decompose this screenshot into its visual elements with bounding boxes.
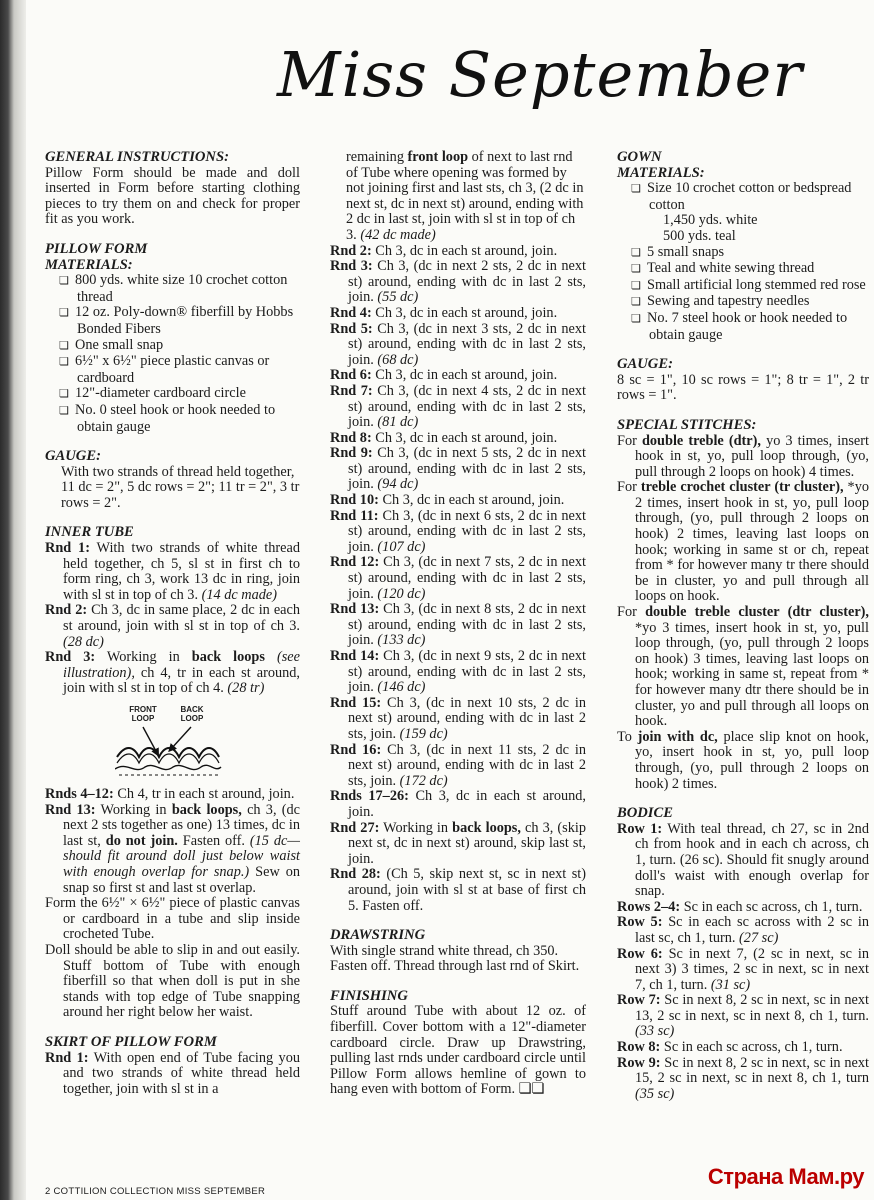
- bodice-row: [617, 993, 869, 1040]
- row-label: Rnd 16:: [330, 741, 382, 758]
- bodice-row: [617, 900, 869, 916]
- site-watermark: Страна Мам.ру: [707, 1164, 864, 1189]
- skirt-round: [330, 555, 586, 602]
- row-label: Rnd 11:: [330, 507, 379, 524]
- material-sub-white: 1,450 yds. white: [663, 212, 758, 229]
- row-count: (55 dc): [377, 289, 419, 306]
- finishing-text: Stuff around Tube with about 12 oz. of fiberfill. Cover bottom with a 12"-diameter cardboard circle. Draw up Drawstring, pulling last rnds under cardboard circle until Pillow Form allows hemline of gown to hang even with bottom of Form. ❏❏: [330, 1003, 586, 1098]
- row-count: (33 sc): [635, 1023, 675, 1040]
- inner-rnd-13: Rnd 13: Working in back loops, ch 3, (dc next 2 sts together as one) 13 times, dc in last st, do not join. Fasten off. (15 dc—should fit around doll just below waist with enough overlap for snap.) Sew on snap so first st and last st overlap.: [45, 801, 301, 896]
- skirt-heading: SKIRT OF PILLOW FORM: [45, 1033, 217, 1050]
- row-text: Ch 3, (dc in next 4 sts, 2 dc in next st) around, ending with dc in last 2 sts, join.: [348, 382, 587, 431]
- skirt-round: [330, 368, 586, 384]
- row-count: (159 dc): [399, 725, 448, 742]
- page-title: Miss September: [277, 38, 803, 111]
- stitch-dtr: For double treble (dtr), yo 3 times, insert hook in st, yo, pull loop through, (yo, pull through 2 loops on hook) 4 times.: [617, 432, 869, 480]
- skirt-rounds-list: [330, 244, 586, 821]
- row-text: Sc in next 7, (2 sc in next, sc in next 3) 3 times, 2 sc in next, sc in next 7, ch 1, turn.: [635, 945, 869, 993]
- row-label: Rnd 8:: [330, 429, 372, 446]
- row-label: Rnd 2:: [330, 242, 372, 259]
- row-text: Sc in next 8, 2 sc in next, sc in next 13, 2 sc in next, sc in next 8, ch 1, turn.: [635, 992, 869, 1024]
- material-item: ❏ 800 yds. white size 10 crochet cotton thread: [45, 273, 300, 305]
- row-text: Ch 3, (dc in next 11 sts, 2 dc in next st) around, ending with dc in last 2 sts, join.: [348, 741, 586, 789]
- row-text: Ch 3, (dc in next 9 sts, 2 dc in next st) around, ending with dc in last 2 sts, join.: [348, 648, 587, 696]
- gown-heading: GOWN: [617, 149, 662, 165]
- skirt-round: [330, 446, 586, 493]
- row-text: Ch 3, (dc in next 6 sts, 2 dc in next st) around, ending with dc in last 2 sts, join.: [348, 507, 587, 555]
- bodice-rows-list: [617, 822, 869, 1103]
- inner-tube-heading: INNER TUBE: [45, 524, 134, 541]
- row-label: Rnd 4:: [330, 304, 372, 321]
- gauge-heading: GAUGE:: [45, 448, 101, 465]
- rnd-text: With two strands of white thread held together, ch 5, sl st in first ch to form ring, ch 3, work 13 dc in ring, join with sl st in top of ch 3.: [63, 540, 300, 603]
- material-item: ❏ 12 oz. Poly-down® fiberfill by Hobbs Bonded Fibers: [45, 305, 300, 337]
- row-label: Row 5:: [617, 914, 663, 931]
- skirt-rnd-28: Rnd 28: (Ch 5, skip next st, sc in next st) around, join with sl st at base of first ch 5. Fasten off.: [330, 866, 587, 914]
- row-text: Ch 3, dc in each st around, join.: [375, 367, 558, 384]
- skirt-round: [330, 509, 586, 556]
- stitch-tr-cluster: For treble crochet cluster (tr cluster), *yo 2 times, insert hook in st, yo, pull loop through, (yo, pull through 2 loops on hook) 2 times, leaving last loops on hook; working in same st or ch, repeat from * for however many tr there should be in cluster, yo and pull through all loops on hook.: [617, 479, 869, 605]
- skirt-round: [330, 789, 586, 820]
- row-label: Rnd 9:: [330, 445, 373, 462]
- column-right: [617, 150, 869, 1102]
- inner-rnd-3: Rnd 3: Working in back loops (see illustration), ch 4, tr in each st around, join with sl st in top of ch 4. (28 tr): [45, 649, 301, 697]
- skirt-rnd-1-continued: remaining front loop of next to last rnd of Tube where opening was formed by not joining first and last sts, ch 3, (2 dc in next st, dc in next st) around, ending with 2 dc in last st, join with sl st in top of ch 3. (42 dc made): [346, 149, 584, 243]
- row-label: Rnd 3:: [330, 258, 373, 275]
- column-middle: [330, 150, 586, 1098]
- row-label: Rnd 13:: [330, 601, 380, 618]
- row-label: Row 9:: [617, 1054, 661, 1071]
- bodice-row: [617, 915, 869, 946]
- material-item: ❏ 6½" x 6½" piece plastic canvas or cardboard: [45, 354, 300, 386]
- row-text: Ch 3, dc in each st around, join.: [348, 788, 587, 820]
- row-label: Rows 2–4:: [617, 898, 681, 915]
- row-count: (94 dc): [377, 476, 419, 493]
- material-sub-teal: 500 yds. teal: [663, 227, 736, 244]
- skirt-round: [330, 259, 586, 306]
- skirt-round: [330, 493, 586, 509]
- page-footer: 2 COTTILION COLLECTION MISS SEPTEMBER: [45, 1186, 266, 1197]
- skirt-round: [330, 696, 586, 743]
- row-count: (172 dc): [399, 772, 448, 789]
- row-label: Rnd 15:: [330, 694, 382, 711]
- skirt-round: [330, 322, 586, 369]
- row-text: Ch 3, (dc in next 5 sts, 2 dc in next st) around, ending with dc in last 2 sts, join.: [348, 445, 587, 493]
- row-text: Sc in each sc across, ch 1, turn.: [663, 1039, 843, 1056]
- back-loop-label: BACK LOOP: [180, 705, 204, 723]
- material-item: ❏ Size 10 crochet cotton or bedspread cotton: [617, 181, 869, 213]
- bodice-row: [617, 947, 869, 994]
- skirt-round: [330, 743, 586, 790]
- row-count: (107 dc): [377, 538, 426, 555]
- inner-rnd-1: [45, 541, 300, 603]
- skirt-round: [330, 602, 586, 649]
- row-count: (27 sc): [739, 929, 779, 946]
- rnd-count: (28 tr): [227, 680, 265, 697]
- stitch-dtr-cluster: For double treble cluster (dtr cluster), *yo 3 times, insert hook in st, yo, pull loop through, (yo, pull through 2 loops on hook) 3 times, leaving last loops on hook; working in same st, repeat from * for however many dtr there should be in cluster, yo and pull through all loops on hook.: [617, 604, 869, 730]
- row-text: Sc in each sc across with 2 sc in last sc, ch 1, turn.: [635, 914, 869, 946]
- finishing-heading: FINISHING: [330, 987, 408, 1004]
- bodice-row: [617, 1056, 869, 1103]
- rnd-count: (28 dc): [63, 633, 104, 650]
- skirt-round: [330, 306, 586, 322]
- skirt-rnd-27: Rnd 27: Working in back loops, ch 3, (skip next st, dc in next st) around, skip last st, join.: [330, 819, 586, 867]
- row-text: Ch 3, (dc in next 8 sts, 2 dc in next st) around, ending with dc in last 2 sts, join.: [348, 601, 587, 649]
- skirt-round: [330, 244, 586, 260]
- material-item: ❏ No. 7 steel hook or hook needed to obtain gauge: [617, 311, 869, 343]
- material-item: ❏ Small artificial long stemmed red rose: [617, 278, 869, 295]
- row-label: Row 6:: [617, 945, 663, 962]
- rnd-label: Rnd 2:: [45, 602, 88, 619]
- rnd-label: Rnd 1:: [45, 540, 90, 557]
- row-text: Ch 3, dc in each st around, join.: [375, 429, 558, 446]
- row-count: (68 dc): [377, 351, 419, 368]
- stitch-loops-drawing: [115, 705, 275, 781]
- form-tube-text: Form the 6½" × 6½" piece of plastic canvas or cardboard in a tube and slip inside crocheted Tube.: [45, 895, 300, 943]
- row-count: (120 dc): [377, 585, 426, 602]
- special-stitches-heading: SPECIAL STITCHES:: [617, 416, 757, 433]
- row-text: With teal thread, ch 27, sc in 2nd ch from hook and in each ch across, ch 1, turn. (26 sc). Should fit snugly around doll's waist with enough overlap for snap.: [635, 820, 869, 900]
- skirt-rnd-1: Rnd 1: With open end of Tube facing you and two strands of white thread held together, join with sl st in a: [45, 1049, 300, 1097]
- row-label: Row 1:: [617, 820, 663, 837]
- row-text: Ch 3, (dc in next 3 sts, 2 dc in next st) around, ending with dc in last 2 sts, join.: [348, 320, 587, 368]
- front-loop-label: FRONT LOOP: [129, 705, 157, 723]
- material-item: ❏ One small snap: [45, 338, 300, 355]
- row-text: Ch 3, (dc in next 7 sts, 2 dc in next st) around, ending with dc in last 2 sts, join.: [348, 554, 587, 602]
- row-text: Ch 3, dc in each st around, join.: [382, 492, 565, 509]
- book-spine-shadow: [0, 0, 26, 1200]
- row-count: (146 dc): [377, 679, 426, 696]
- material-item: ❏ Sewing and tapestry needles: [617, 294, 869, 311]
- row-label: Rnd 10:: [330, 492, 379, 509]
- end-marks: ❏❏: [518, 1081, 545, 1098]
- general-instructions-heading: GENERAL INSTRUCTIONS:: [45, 149, 229, 165]
- column-left: [45, 150, 300, 1097]
- general-instructions-text: Pillow Form should be made and doll inserted in Form before starting clothing pieces to try them on and check for proper fit as you work.: [45, 164, 300, 228]
- row-label: Rnd 6:: [330, 367, 372, 384]
- pillow-materials-list: [45, 273, 300, 435]
- row-text: Sc in next 8, 2 sc in next, sc in next 15, 2 sc in next, sc in next 8, ch 1, turn: [635, 1054, 869, 1087]
- row-text: Ch 3, dc in each st around, join.: [375, 304, 558, 321]
- row-label: Rnd 14:: [330, 648, 380, 664]
- skirt-round: [330, 431, 586, 447]
- material-item: ❏ Teal and white sewing thread: [617, 261, 869, 278]
- doll-fit-text: Doll should be able to slip in and out easily. Stuff bottom of Tube with enough fiberfill so that when doll is put in she stands with top edge of Tube snapping around her right below her waist.: [45, 941, 300, 1021]
- row-label: Rnd 12:: [330, 554, 380, 571]
- row-label: Rnds 17–26:: [330, 788, 409, 805]
- gown-gauge-heading: GAUGE:: [617, 356, 673, 373]
- rnd-text: Ch 3, dc in same place, 2 dc in each st around, join with sl st in top of ch 3.: [63, 602, 300, 635]
- material-item: ❏ 5 small snaps: [617, 245, 869, 262]
- inner-rnds-4-12: Rnds 4–12: Ch 4, tr in each st around, join.: [45, 786, 295, 802]
- row-label: Row 7:: [617, 992, 661, 1009]
- row-text: Ch 3, dc in each st around, join.: [375, 242, 558, 259]
- skirt-round: [330, 384, 586, 431]
- row-count: (35 sc): [635, 1085, 675, 1102]
- inner-rnd-2: [45, 603, 300, 650]
- drawstring-text: With single strand white thread, ch 350. Fasten off. Thread through last rnd of Skirt.: [330, 942, 580, 975]
- gauge-text: With two strands of thread held together, 11 dc = 2", 5 dc rows = 2"; 11 tr = 2", 3 tr rows = 2".: [61, 463, 300, 511]
- bodice-row: [617, 1040, 869, 1056]
- gown-materials-list: [617, 245, 869, 344]
- drawstring-heading: DRAWSTRING: [330, 927, 426, 944]
- bodice-heading: BODICE: [617, 805, 673, 822]
- row-label: Rnd 5:: [330, 320, 373, 337]
- row-label: Rnd 7:: [330, 382, 373, 399]
- rnd-label: Rnd 3:: [45, 649, 96, 666]
- row-text: Ch 3, (dc in next 2 sts, 2 dc in next st) around, ending with dc in last 2 sts, join.: [348, 258, 587, 306]
- row-count: (31 sc): [710, 976, 751, 993]
- material-item: ❏ No. 0 steel hook or hook needed to obtain gauge: [45, 403, 300, 435]
- row-text: Sc in each sc across, ch 1, turn.: [683, 898, 863, 915]
- stitch-join-dc: To join with dc, place slip knot on hook, yo, insert hook in st, yo, pull loop through, (yo, pull through 2 loops on hook) 2 times.: [617, 728, 870, 792]
- gown-materials-heading: MATERIALS:: [617, 164, 705, 181]
- front-back-loop-illustration: [115, 705, 275, 781]
- material-item: ❏ 12"-diameter cardboard circle: [45, 386, 300, 403]
- materials-heading: MATERIALS:: [45, 256, 133, 273]
- bodice-row: [617, 822, 869, 900]
- row-text: Ch 3, (dc in next 10 sts, 2 dc in next st) around, ending with dc in last 2 sts, join.: [348, 694, 586, 742]
- gown-gauge-text: 8 sc = 1", 10 sc rows = 1"; 8 tr = 1", 2 tr rows = 1".: [617, 371, 869, 404]
- rnd-count: (14 dc made): [201, 586, 278, 603]
- row-count: (81 dc): [377, 414, 419, 431]
- row-label: Row 8:: [617, 1039, 661, 1056]
- skirt-round: [330, 649, 586, 696]
- row-count: (133 dc): [377, 632, 426, 649]
- pillow-form-heading: PILLOW FORM: [45, 240, 148, 257]
